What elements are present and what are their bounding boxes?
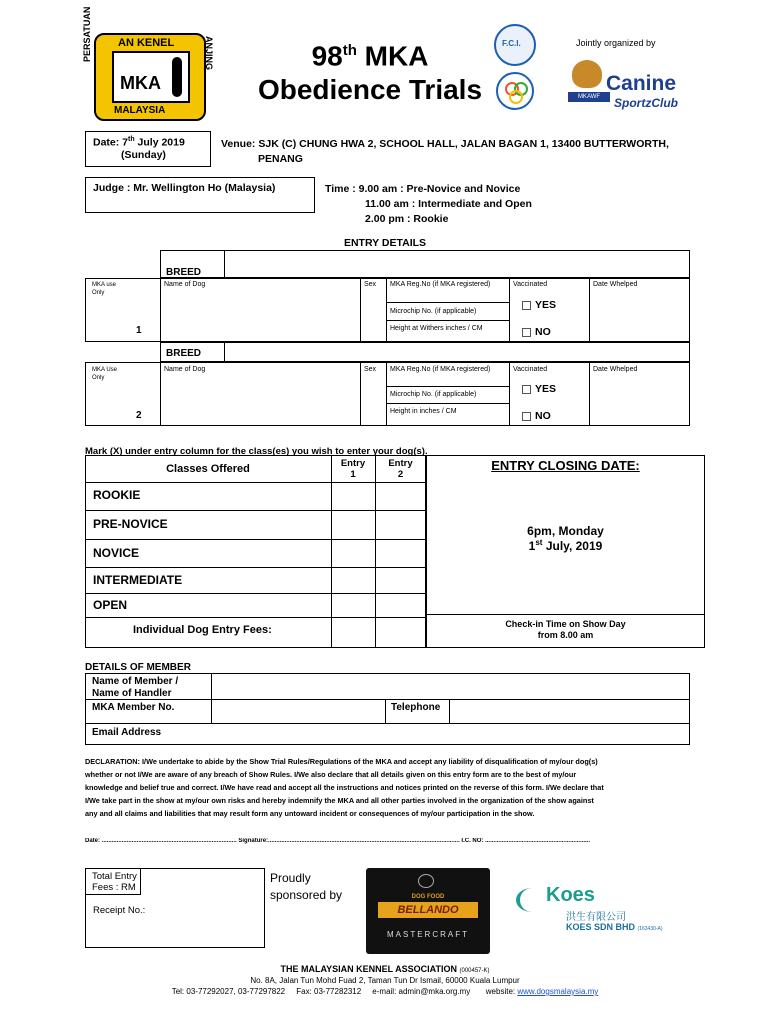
class-row-rookie: ROOKIE [93, 488, 141, 502]
dog1-number: 1 [136, 325, 142, 336]
member-name-line2: Name of Handler [92, 688, 172, 699]
entry1-pre-novice-cell[interactable] [332, 511, 375, 539]
closing-sup: st [535, 538, 543, 547]
dog2-yes-label: YES [535, 383, 557, 395]
proudly-line1: Proudly [270, 871, 311, 885]
fci-logo-text: F.C.I. [502, 39, 521, 48]
declaration-line5: any and all claims and liabilities that may result form any untoward incident or consequences of my/our participation in the show. [85, 809, 535, 818]
member-title: DETAILS OF MEMBER [85, 662, 191, 673]
entry1-intermediate-cell[interactable] [332, 568, 375, 593]
entry2-novice-cell[interactable] [376, 540, 426, 567]
canine-badge: MKAWF [568, 92, 610, 102]
dog2-microchip-label: Microchip No. (if applicable) [390, 391, 477, 398]
closing-line2 [426, 538, 705, 553]
koes-logo [516, 884, 696, 940]
dog-mascot-icon [572, 60, 602, 88]
entry2-intermediate-cell[interactable] [376, 568, 426, 593]
entry1-header-b: 1 [350, 469, 356, 480]
logo-ring-left: PERSATUAN [82, 6, 92, 62]
entry1-rookie-cell[interactable] [332, 483, 375, 510]
checkbox-icon [522, 301, 531, 310]
closing-month: July, 2019 [542, 539, 603, 553]
footer-assoc-name: THE MALAYSIAN KENNEL ASSOCIATION [280, 964, 457, 974]
member-name-line1: Name of Member / [92, 676, 179, 687]
mastercraft-text: MASTERCRAFT [387, 930, 469, 939]
dog1-no-option[interactable] [522, 326, 551, 338]
telephone-label: Telephone [391, 702, 441, 713]
venue-line2: PENANG [258, 153, 303, 165]
dog1-no-label: NO [535, 326, 551, 338]
mka-logo [94, 33, 206, 121]
dog-silhouette-icon [172, 57, 182, 97]
closing-day: 1 [528, 539, 536, 553]
total-fees-label [92, 871, 137, 893]
date-label: Date: 7 [93, 136, 129, 149]
member-no-field[interactable] [212, 700, 384, 722]
dog1-regno-label: MKA Reg.No (if MKA registered) [390, 281, 491, 288]
dog2-number: 2 [136, 410, 142, 421]
jointly-organized-text: Jointly organized by [576, 38, 656, 48]
entry1-novice-cell[interactable] [332, 540, 375, 567]
page-title [255, 34, 485, 107]
logo-ring-top: AN KENEL [118, 37, 175, 49]
checkin-line2: from 8.00 am [537, 630, 594, 640]
event-date [93, 136, 185, 149]
dog2-sex-label: Sex [364, 366, 377, 373]
dog1-microchip-label: Microchip No. (if applicable) [390, 308, 477, 315]
logo-ring-bottom: MALAYSIA [114, 105, 166, 116]
entry2-rookie-cell[interactable] [376, 483, 426, 510]
koes-swoosh-icon [516, 888, 548, 912]
title-number: 98 [311, 40, 343, 72]
email-label: Email Address [92, 727, 162, 738]
date-rest: July 2019 [134, 136, 185, 149]
classes-instruction: Mark (X) under entry column for the class(es) you wish to enter your dog(s). [85, 446, 428, 457]
logo-center-text: MKA [120, 73, 161, 93]
proudly-sponsored [270, 870, 342, 904]
checkbox-icon [522, 328, 531, 337]
footer-assoc-reg: (000457-K) [459, 968, 490, 974]
logo-ring-right: ANJING [204, 36, 214, 71]
closing-title: ENTRY CLOSING DATE: [491, 458, 640, 473]
member-name-field[interactable] [212, 674, 689, 698]
entry-details-title: ENTRY DETAILS [343, 237, 427, 249]
declaration [85, 755, 695, 820]
canine-name: Canine [606, 72, 677, 95]
declaration-line2: whether or not I/We are aware of any breach of Show Rules. I/We also declare that all details given on this entry form are to the best of my/our [85, 770, 577, 779]
bellando-logo [366, 868, 490, 954]
koes-reg: (163430-A) [637, 926, 663, 932]
dog1-vaccinated-label: Vaccinated [513, 281, 548, 288]
checkin-line1: Check-in Time on Show Day [505, 619, 626, 629]
website-link[interactable]: www.dogsmalaysia.my [517, 987, 599, 996]
koes-company-name: KOES SDN BHD [566, 922, 636, 932]
koes-name: Koes [546, 884, 595, 906]
telephone-field[interactable] [450, 700, 689, 722]
time-line3: 2.00 pm : Rookie [365, 213, 449, 225]
event-day: (Sunday) [121, 149, 166, 161]
dog1-breed-box [160, 250, 690, 278]
title-mka: MKA [364, 40, 429, 72]
dog2-mka-use: MKA Use Only [92, 367, 118, 381]
dog1-breed-label: BREED [166, 267, 202, 278]
schedule [325, 182, 532, 227]
member-no-label: MKA Member No. [92, 702, 175, 713]
footer-assoc [0, 964, 770, 974]
canine-sub: SportzClub [614, 96, 678, 110]
dog1-yes-option[interactable] [522, 299, 556, 311]
declaration-line4: I/We take part in the show at my/our own risks and hereby indemnify the MKA and all other parties involved in the organization of the show against [85, 796, 594, 805]
checkbox-icon [522, 412, 531, 421]
receipt-label: Receipt No.: [93, 905, 146, 916]
footer-contacts [0, 987, 770, 996]
dog1-name-label: Name of Dog [164, 281, 206, 288]
entry2-pre-novice-cell[interactable] [376, 511, 426, 539]
footer-address: No. 8A, Jalan Tun Mohd Fuad 2, Taman Tun Dr Ismail, 60000 Kuala Lumpur [250, 976, 520, 985]
dog2-breed-box [160, 342, 690, 362]
dog2-whelped-label: Date Whelped [593, 366, 638, 373]
dog2-no-label: NO [535, 410, 551, 422]
judge: Judge : Mr. Wellington Ho (Malaysia) [93, 182, 276, 194]
dog1-yes-label: YES [535, 299, 557, 311]
dog1-mka-use: MKA use Only [92, 282, 117, 296]
proudly-line2: sponsored by [270, 888, 343, 902]
title-sup: th [342, 42, 357, 59]
classes-header: Classes Offered [166, 463, 250, 475]
footer-tel: Tel: 03-77292027, 03-77297822 Fax: 03-77282312 e-mail: admin@mka.org.my website: [171, 987, 518, 996]
member-name-label [92, 676, 178, 700]
fci-logo [494, 24, 536, 66]
rings-logo [496, 72, 534, 110]
closing-line1: 6pm, Monday [527, 524, 604, 538]
koes-company [566, 922, 663, 932]
dog2-regno-label: MKA Reg.No (if MKA registered) [390, 366, 491, 373]
class-row-open: OPEN [93, 598, 128, 612]
entry1-header-a: Entry [340, 458, 366, 469]
email-field[interactable] [212, 724, 689, 744]
date-sup: th [128, 136, 135, 143]
signature-line[interactable]: Date: ................................................................................. Signature:................................................................................................................... I.C. NO: ............................................................... [85, 838, 591, 844]
checkin-info [426, 619, 705, 641]
canine-sportzclub-logo [566, 56, 686, 112]
bellando-top: DOG FOOD [411, 894, 445, 900]
fees-label: Individual Dog Entry Fees: [133, 624, 272, 636]
declaration-line3: knowledge and belief true and correct. I/We have read and accept all the instructions and notices printed on the reverse of this form. I/We declare that [85, 783, 604, 792]
entry1-open-cell[interactable] [332, 594, 375, 617]
dog1-whelped-label: Date Whelped [593, 281, 638, 288]
koes-chinese: 洪生有限公司 [566, 912, 626, 923]
entry1-header [331, 458, 375, 480]
venue-line1: Venue: SJK (C) CHUNG HWA 2, SCHOOL HALL, JALAN BAGAN 1, 13400 BUTTERWORTH, [221, 138, 669, 150]
class-row-intermediate: INTERMEDIATE [93, 573, 183, 587]
title-line2: Obedience Trials [257, 74, 483, 106]
checkbox-icon [522, 385, 531, 394]
time-line2: 11.00 am : Intermediate and Open [365, 198, 532, 210]
dog1-sex-label: Sex [364, 281, 377, 288]
time-line1: Time : 9.00 am : Pre-Novice and Novice [325, 183, 521, 195]
dog2-name-label: Name of Dog [164, 366, 206, 373]
class-row-pre-novice: PRE-NOVICE [93, 517, 168, 531]
declaration-line1: DECLARATION: I/We undertake to abide by the Show Trial Rules/Regulations of the MKA and accept any liability of disqualification of my/our dog(s) [85, 757, 598, 766]
dog2-breed-label: BREED [166, 348, 202, 359]
class-row-novice: NOVICE [93, 546, 140, 560]
dog1-height-label: Height at Withers inches / CM [390, 325, 483, 332]
dog2-vaccinated-label: Vaccinated [513, 366, 548, 373]
bellando-name: BELLANDO [378, 902, 478, 918]
dog-emblem-icon [418, 874, 434, 888]
entry2-header [375, 458, 426, 480]
entry2-open-cell[interactable] [376, 594, 426, 617]
entry2-header-b: 2 [397, 469, 404, 480]
entry2-header-a: Entry [388, 458, 413, 469]
dog2-yes-option[interactable] [522, 383, 556, 395]
total-fees-line1: Total Entry [92, 871, 137, 882]
dog2-no-option[interactable] [522, 410, 551, 422]
dog2-height-label: Height in inches / CM [390, 408, 457, 415]
total-fees-line2: Fees : RM [92, 882, 136, 893]
